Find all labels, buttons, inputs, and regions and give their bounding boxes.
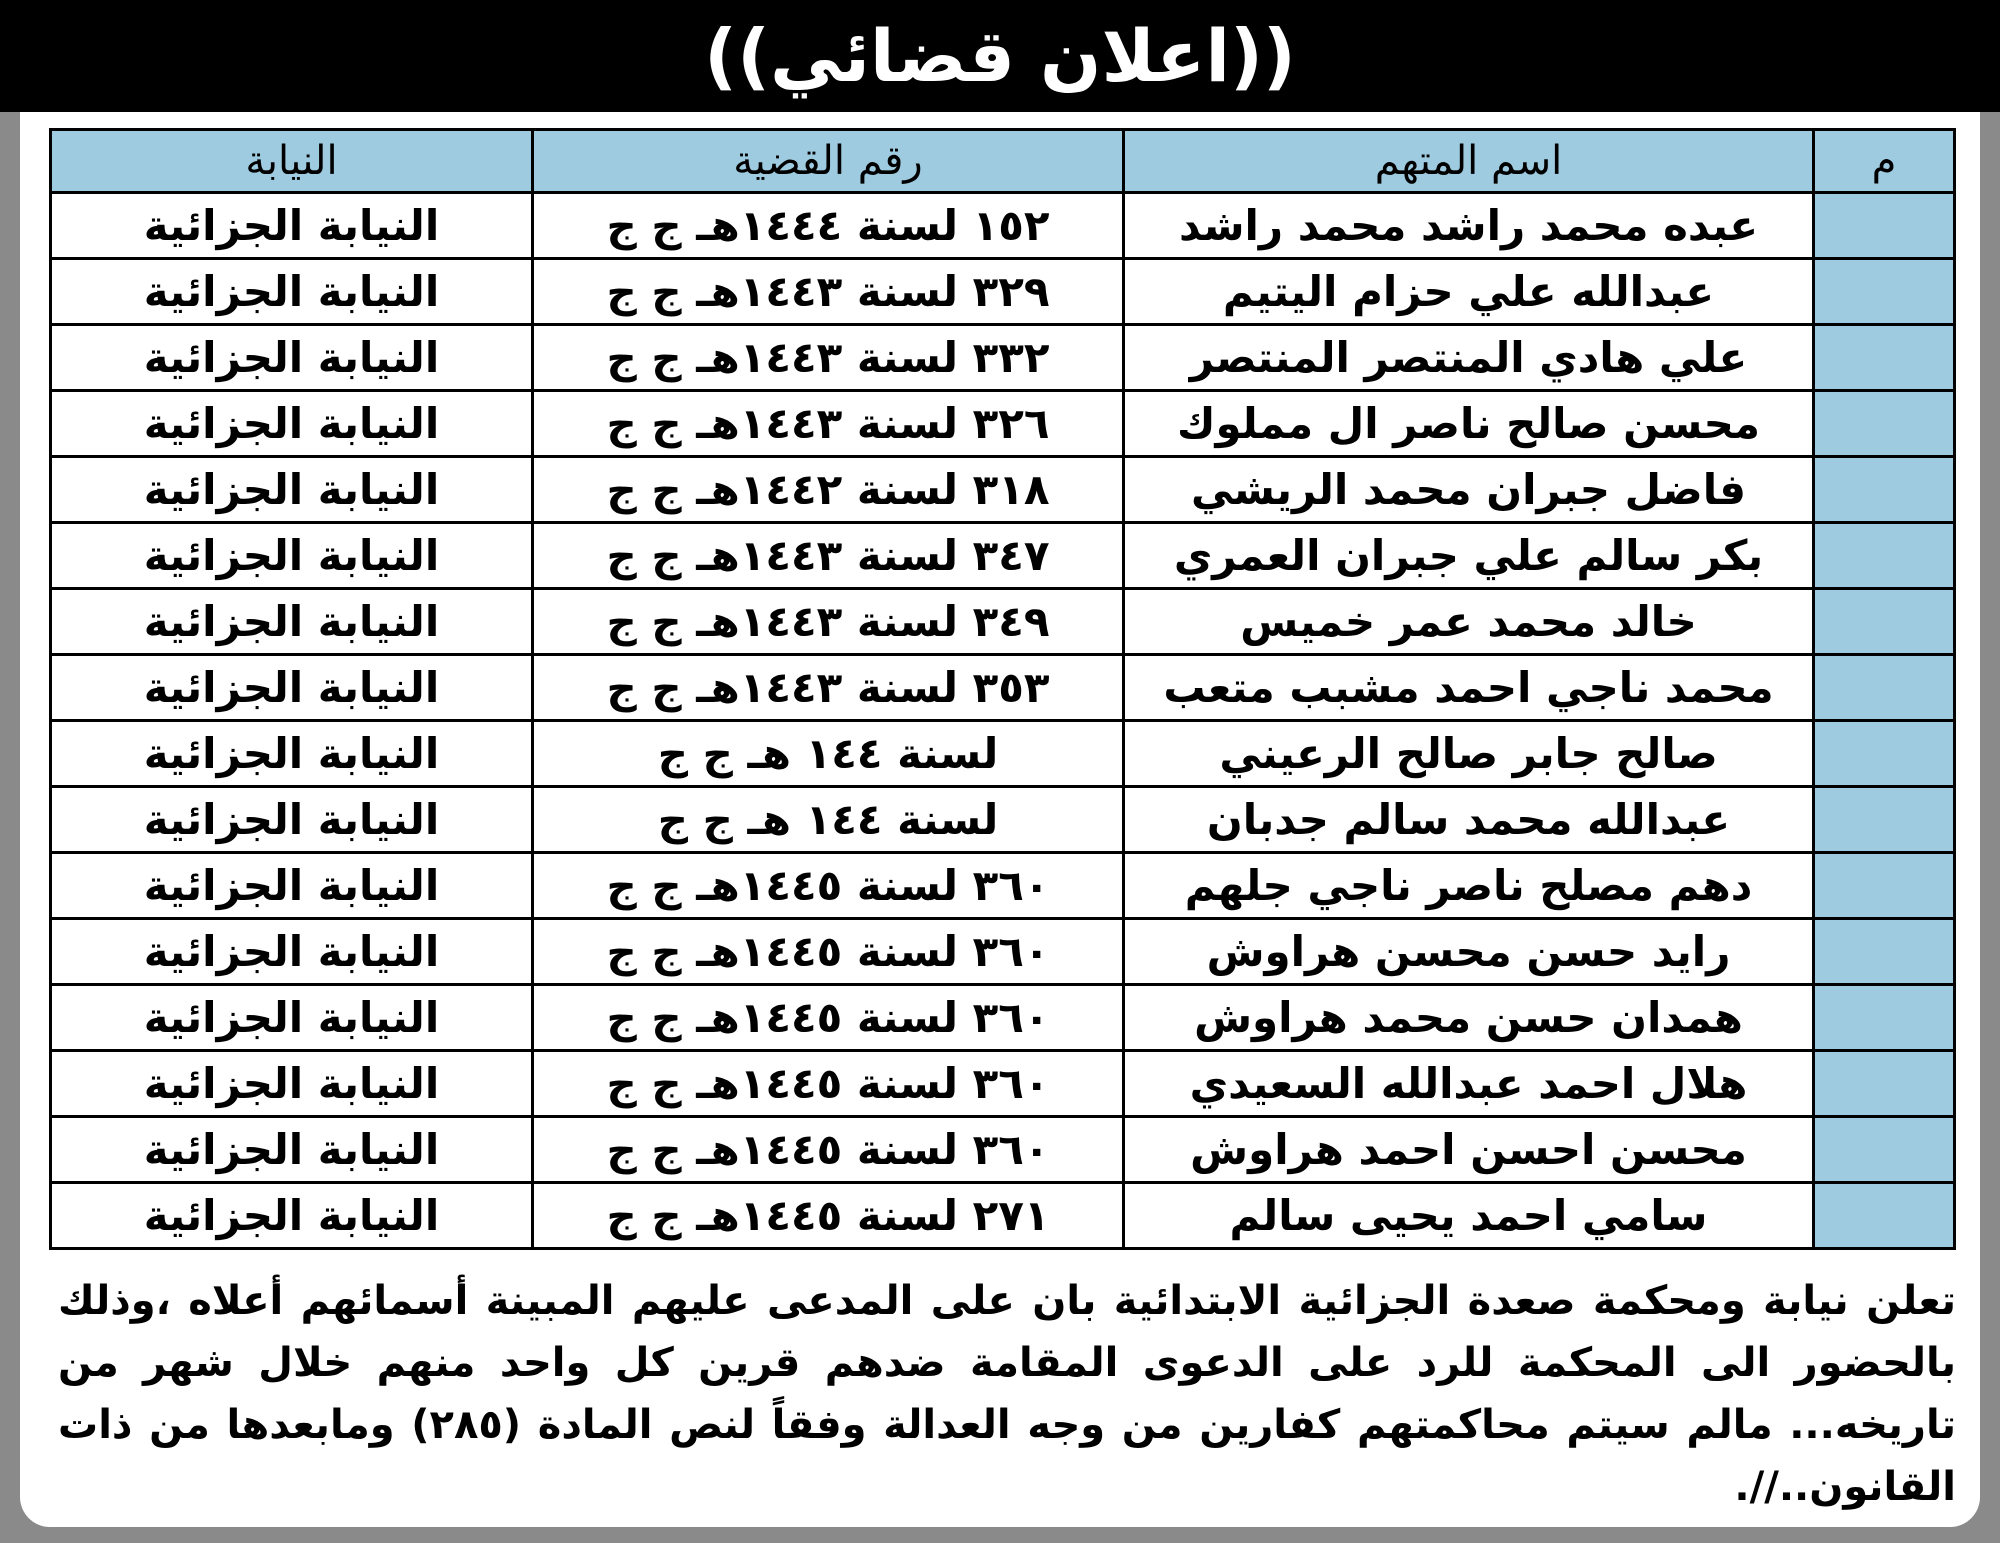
table-row	[51, 325, 1955, 391]
case-number-cell: ٣٤٧ لسنة ١٤٤٣هـ ج ج	[533, 523, 1124, 589]
case-number-cell: ١٥٢ لسنة ١٤٤٤هـ ج ج	[533, 193, 1124, 259]
case-number-cell: ٢٧١ لسنة ١٤٤٥هـ ج ج	[533, 1183, 1124, 1249]
row-index-cell	[1814, 325, 1955, 391]
table-row	[51, 1117, 1955, 1183]
prosecution-cell: النيابة الجزائية	[51, 391, 533, 457]
prosecution-cell: النيابة الجزائية	[51, 457, 533, 523]
notice-paragraph: تعلن نيابة ومحكمة صعدة الجزائية الابتدائية بان على المدعى عليهم المبينة أسمائهم أعلاه ،وذلك بالحضور الى المحكمة للرد على الدعوى المقامة ضدهم قرين كل واحد منهم خلال شهر من تاريخه... مالم سيتم محاكمتهم كفارين من وجه العدالة وفقاً لنص المادة (٢٨٥) ومابعدها من ذات القانون..//.	[58, 1278, 1956, 1510]
table-row	[51, 853, 1955, 919]
case-number-cell: ٣٦٠ لسنة ١٤٤٥هـ ج ج	[533, 919, 1124, 985]
table-row	[51, 391, 1955, 457]
defendant-name-cell: عبدالله محمد سالم جدبان	[1124, 787, 1814, 853]
row-index-cell	[1814, 655, 1955, 721]
prosecution-cell: النيابة الجزائية	[51, 721, 533, 787]
row-index-cell	[1814, 721, 1955, 787]
row-index-cell	[1814, 919, 1955, 985]
header-prosecution: النيابة	[51, 130, 533, 193]
prosecution-cell: النيابة الجزائية	[51, 853, 533, 919]
table-row	[51, 457, 1955, 523]
table-row	[51, 1183, 1955, 1249]
prosecution-cell: النيابة الجزائية	[51, 589, 533, 655]
header-name: اسم المتهم	[1124, 130, 1814, 193]
defendant-name-cell: عبدالله علي حزام اليتيم	[1124, 259, 1814, 325]
case-number-cell: ٣٦٠ لسنة ١٤٤٥هـ ج ج	[533, 853, 1124, 919]
defendant-name-cell: رايد حسن محسن هراوش	[1124, 919, 1814, 985]
case-number-cell: ٣٢٦ لسنة ١٤٤٣هـ ج ج	[533, 391, 1124, 457]
prosecution-cell: النيابة الجزائية	[51, 325, 533, 391]
defendant-name-cell: علي هادي المنتصر المنتصر	[1124, 325, 1814, 391]
table-row	[51, 787, 1955, 853]
case-number-cell: ٣٦٠ لسنة ١٤٤٥هـ ج ج	[533, 985, 1124, 1051]
table-row	[51, 589, 1955, 655]
row-index-cell	[1814, 523, 1955, 589]
table-row	[51, 985, 1955, 1051]
table-row	[51, 259, 1955, 325]
prosecution-cell: النيابة الجزائية	[51, 985, 533, 1051]
page-title: ((اعلان قضائي))	[704, 14, 1296, 98]
prosecution-cell: النيابة الجزائية	[51, 787, 533, 853]
defendant-name-cell: بكر سالم علي جبران العمري	[1124, 523, 1814, 589]
table-body	[51, 193, 1955, 1249]
table-row	[51, 721, 1955, 787]
row-index-cell	[1814, 391, 1955, 457]
case-number-cell: ٣٢٩ لسنة ١٤٤٣هـ ج ج	[533, 259, 1124, 325]
notice-panel	[20, 112, 1980, 1527]
prosecution-cell: النيابة الجزائية	[51, 259, 533, 325]
defendant-name-cell: محسن صالح ناصر ال مملوك	[1124, 391, 1814, 457]
title-bar	[0, 0, 2000, 112]
defendant-name-cell: فاضل جبران محمد الريشي	[1124, 457, 1814, 523]
table-row	[51, 1051, 1955, 1117]
row-index-cell	[1814, 1051, 1955, 1117]
case-number-cell: لسنة ١٤٤ هـ ج ج	[533, 721, 1124, 787]
row-index-cell	[1814, 787, 1955, 853]
case-number-cell: ٣٦٠ لسنة ١٤٤٥هـ ج ج	[533, 1051, 1124, 1117]
header-case-number: رقم القضية	[533, 130, 1124, 193]
defendants-table	[49, 128, 1956, 1250]
defendant-name-cell: محسن احسن احمد هراوش	[1124, 1117, 1814, 1183]
defendant-name-cell: عبده محمد راشد محمد راشد	[1124, 193, 1814, 259]
case-number-cell: ٣٤٩ لسنة ١٤٤٣هـ ج ج	[533, 589, 1124, 655]
defendant-name-cell: همدان حسن محمد هراوش	[1124, 985, 1814, 1051]
defendant-name-cell: صالح جابر صالح الرعيني	[1124, 721, 1814, 787]
row-index-cell	[1814, 259, 1955, 325]
row-index-cell	[1814, 1183, 1955, 1249]
table-row	[51, 655, 1955, 721]
prosecution-cell: النيابة الجزائية	[51, 655, 533, 721]
table-header-row	[51, 130, 1955, 193]
row-index-cell	[1814, 1117, 1955, 1183]
prosecution-cell: النيابة الجزائية	[51, 919, 533, 985]
case-number-cell: ٣٦٠ لسنة ١٤٤٥هـ ج ج	[533, 1117, 1124, 1183]
case-number-cell: ٣٣٢ لسنة ١٤٤٣هـ ج ج	[533, 325, 1124, 391]
prosecution-cell: النيابة الجزائية	[51, 1051, 533, 1117]
row-index-cell	[1814, 457, 1955, 523]
prosecution-cell: النيابة الجزائية	[51, 1117, 533, 1183]
table-row	[51, 193, 1955, 259]
defendant-name-cell: خالد محمد عمر خميس	[1124, 589, 1814, 655]
case-number-cell: ٣١٨ لسنة ١٤٤٢هـ ج ج	[533, 457, 1124, 523]
prosecution-cell: النيابة الجزائية	[51, 1183, 533, 1249]
case-number-cell: لسنة ١٤٤ هـ ج ج	[533, 787, 1124, 853]
row-index-cell	[1814, 589, 1955, 655]
table-row	[51, 919, 1955, 985]
defendant-name-cell: محمد ناجي احمد مشبب متعب	[1124, 655, 1814, 721]
defendant-name-cell: هلال احمد عبدالله السعيدي	[1124, 1051, 1814, 1117]
defendant-name-cell: دهم مصلح ناصر ناجي جلهم	[1124, 853, 1814, 919]
case-number-cell: ٣٥٣ لسنة ١٤٤٣هـ ج ج	[533, 655, 1124, 721]
header-index: م	[1814, 130, 1955, 193]
prosecution-cell: النيابة الجزائية	[51, 193, 533, 259]
row-index-cell	[1814, 985, 1955, 1051]
defendant-name-cell: سامي احمد يحيى سالم	[1124, 1183, 1814, 1249]
prosecution-cell: النيابة الجزائية	[51, 523, 533, 589]
row-index-cell	[1814, 853, 1955, 919]
row-index-cell	[1814, 193, 1955, 259]
table-row	[51, 523, 1955, 589]
